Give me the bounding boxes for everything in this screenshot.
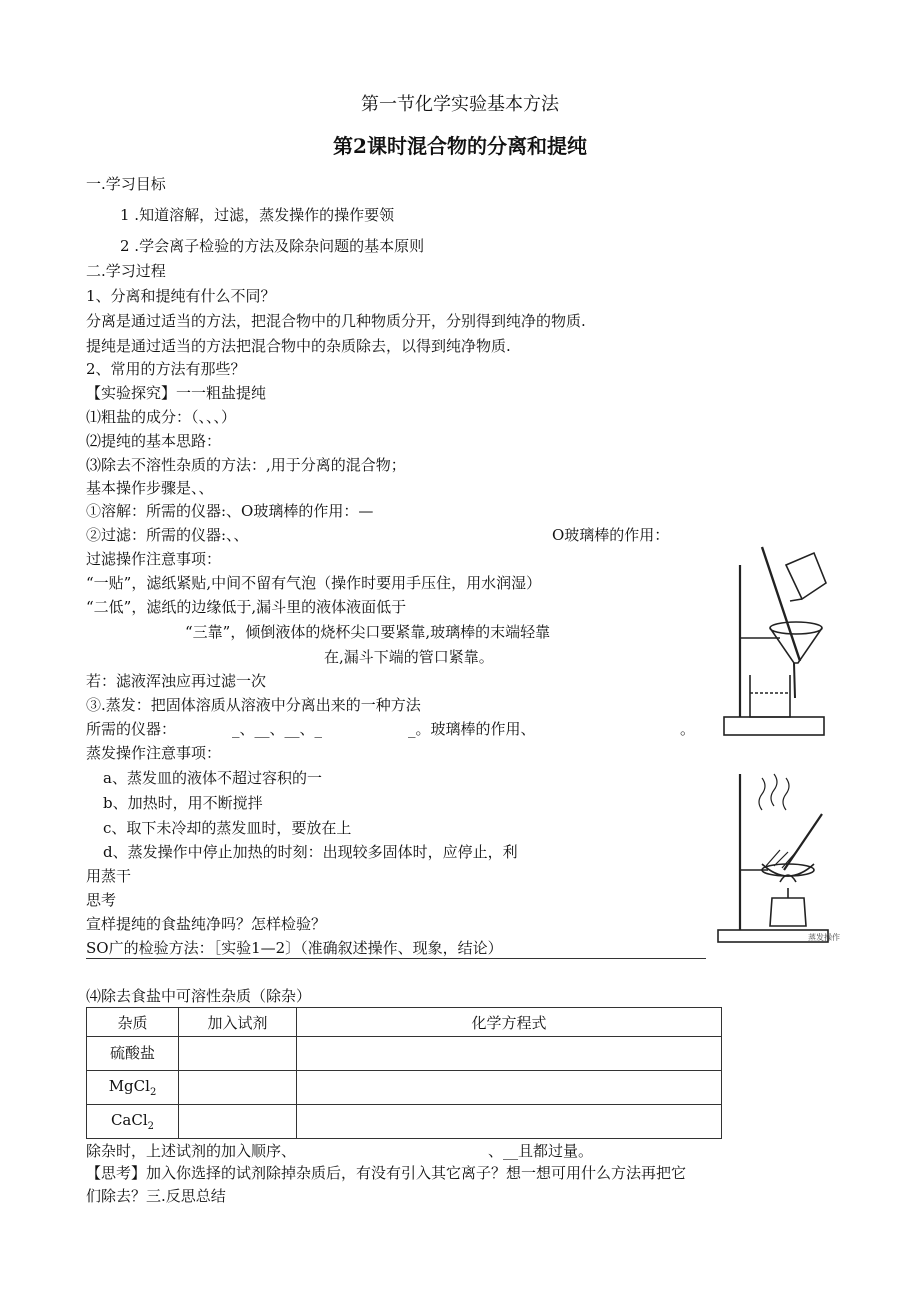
funnel-rim [770,622,822,634]
stand-base [724,717,824,735]
reagent-order-end: 、__且都过量。 [488,1142,594,1160]
separation-definition: 分离是通过适当的方法，把混合物中的几种物质分开，分别得到纯净的物质. [86,312,586,330]
sulfate-test: SO广的检验方法：［实验1—2〕（准确叙述操作、现象，结论） [86,939,503,957]
table-header-reagent: 加入试剂 [179,1008,297,1037]
table-row [87,1037,722,1071]
step-evaporate: ③.蒸发：把固体溶质从溶液中分离出来的一种方法 [86,696,421,714]
pouring-beaker [786,553,826,599]
think-question: 宣样提纯的食盐纯净吗？怎样检验？ [86,915,327,933]
equation-cell[interactable] [297,1037,722,1071]
reagent-cell[interactable] [179,1105,297,1139]
equation-cell[interactable] [297,1071,722,1105]
evaporate-note-b: b、加热时，用不断搅拌 [103,794,263,812]
think-ions: 【思考】加入你选择的试剂除掉杂质后，有没有引入其它离子？想一想可用什么方法再把它 [86,1164,687,1182]
table-row [87,1105,722,1139]
question-1: 1、分离和提纯有什么不同？ [86,287,276,305]
heading-process: 二.学习过程 [86,262,166,280]
stirring-rod [784,814,822,870]
alcohol-lamp [770,898,806,926]
experiment-heading: 【实验探究】一一粗盐提纯 [86,384,267,402]
beaker-spout [790,599,802,601]
evaporate-note-c: c、取下未冷却的蒸发皿时，要放在上 [103,819,352,837]
question-2: 2、常用的方法有那些？ [86,360,246,378]
impurity-cell: 硫酸盐 [87,1037,179,1071]
filter-note-turbid: 若：滤液浑浊应再过滤一次 [86,672,267,690]
evaporate-rod: _。玻璃棒的作用、 [408,720,536,738]
filter-note-one-stick: “一贴”，滤纸紧贴,中间不留有气泡（操作时要用手压住，用水润湿） [86,574,542,592]
lesson-title: 第2课时混合物的分离和提纯 [333,134,587,158]
receiving-beaker [750,675,790,717]
reagent-cell[interactable] [179,1037,297,1071]
evaporate-note-d-cont: 用蒸干 [86,867,132,885]
reagent-order: 除杂时，上述试剂的加入顺序、 [86,1142,297,1160]
heading-objectives: 一.学习目标 [86,175,166,193]
impurity-table [86,1007,722,1139]
purification-definition: 提纯是通过适当的方法把混合物中的杂质除去，以得到纯净物质. [86,337,511,355]
impurity-cell: CaCl$_2$ [87,1105,179,1139]
filter-notes-heading: 过滤操作注意事项： [86,550,222,568]
filter-note-three-lean: “三靠”，倾倒液体的烧杯尖口要紧靠,玻璃棒的末端轻靠 [185,623,551,641]
evaporate-rod-end: 。 [680,720,696,738]
objective-1: 1 .知道溶解，过滤，蒸发操作的操作要领 [120,206,395,224]
impurity-cell: MgCl$_2$ [87,1071,179,1105]
objective-2: 2 .学会离子检验的方法及除杂问题的基本原则 [120,237,425,255]
funnel-stem [794,663,795,698]
section-title: 第一节化学实验基本方法 [361,94,559,115]
basic-steps: 基本操作步骤是、、 [86,479,214,497]
filter-note-two-low: “二低”，滤纸的边缘低于,漏斗里的液体液面低于 [86,598,407,616]
steam [759,774,789,810]
table-header-equation: 化学方程式 [297,1008,722,1037]
evaporation-apparatus-figure [714,770,854,950]
evaporate-instruments: 所需的仪器： [86,720,177,738]
item-approach: ⑵提纯的基本思路： [86,432,222,450]
evaporate-note-a: a、蒸发皿的液体不超过容积的一 [103,769,322,787]
reagent-cell[interactable] [179,1071,297,1105]
evaporate-note-d: d、蒸发操作中停止加热的时刻：出现较多固体时，应停止，利 [103,843,518,861]
evaporate-notes-heading: 蒸发操作注意事项： [86,744,222,762]
soluble-impurities-heading: ⑷除去食盐中可溶性杂质（除杂） [86,987,312,1005]
filtration-apparatus-figure [718,543,830,743]
step-filter: ②过滤：所需的仪器:、、 [86,526,249,544]
item-insoluble-method: ⑶除去不溶性杂质的方法：,用于分离的混合物； [86,456,406,474]
table-row [87,1071,722,1105]
filter-note-three-lean-cont: 在,漏斗下端的管口紧靠。 [324,648,494,666]
equation-cell[interactable] [297,1105,722,1139]
think-heading: 思考 [86,891,117,909]
item-composition: ⑴粗盐的成分：（、、、） [86,408,237,426]
figure-caption: 蒸发操作 [808,933,840,942]
step-filter-rod: O玻璃棒的作用： [552,526,670,544]
evaporate-blanks: _、__、__、_ [232,720,323,738]
think-ions-cont: 们除去？三.反思总结 [86,1187,226,1205]
table-header-impurity: 杂质 [87,1008,179,1037]
divider [86,958,706,959]
step-dissolve: ①溶解：所需的仪器:、O玻璃棒的作用：— [86,502,374,520]
